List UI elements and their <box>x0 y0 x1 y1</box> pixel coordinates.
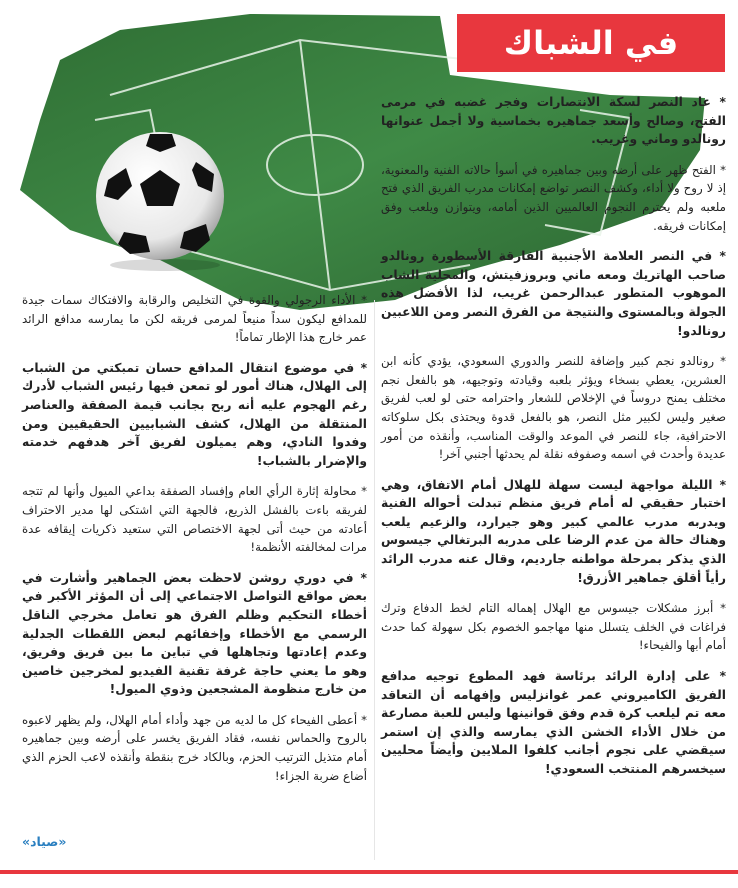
paragraph: * أبرز مشكلات جيسوس مع الهلال إهماله التام لخط الدفاع وترك فراغات في الخلف يتسلل منها مهاجمو الخصوم بكل سهولة كما حدث أمام أبها والفيحاء! <box>381 601 726 653</box>
paragraph: * في النصر العلامة الأجنبية الفارقة الأسطورة رونالدو صاحب الهاتريك ومعه ماني وبروزفيتش، والمحلية الشاب الموهوب المتطور عبدالرحمن غريب، لذا الأفضل هذه الجولة وبالمستوى والنتيجة من الفرق النصر ومن اللاعبين رونالدو! <box>381 249 726 338</box>
left-column <box>22 291 367 797</box>
paragraph: * رونالدو نجم كبير وإضافة للنصر والدوري السعودي، يؤدي كأنه ابن العشرين، يعطي بسخاء ويؤثر بلعبه وقيادته وتوجيهه، هو بالفعل نجم مختلف يمنح دروساً في الإخلاص للشعار واحترامه حتى لو لعب لفريق صغير وليس لكبير مثل النصر، هو بالفعل قدوة ويحتذى بكل سلوكاته الاحترافية، جاء للنصر في الموعد والوقت المناسب، وأنقذه من أمور عديدة وأحدث في اسمه وصفوفه نقلة لم يحدثها أجنبي آخر! <box>381 354 726 462</box>
author-signature: «صياد» <box>22 834 67 849</box>
paragraph: * في دوري روشن لاحظت بعض الجماهير وأشارت في بعض مواقع التواصل الاجتماعي إلى أن المؤثر الأكبر في أخطاء التحكيم وظلم الفرق هو تعامل مخرجي الناقل الرسمي مع الأخطاء وإخفائهم لبعض اللقطات الجدلية وعدم إعادتها وتجاهلها في تباين ما بين فريق وفريق، وهو ما يعني حاجة غرفة تقنية الفيديو لمخرجين خاصين من خارج منظومة المشجعين وذوي الميول! <box>22 570 367 697</box>
paragraph: * أعطى الفيحاء كل ما لديه من جهد وأداء أمام الهلال، ولم يظهر لاعبوه بالروح والحماس نفسه، فقاد الفريق يخسر على أرضه وبين جماهيره أمام متذيل الترتيب الحزم، وبالكاد خرج بنقطة وأنقذه لاعب الحزم الذي أضاع ضربة الجزاء! <box>22 712 367 783</box>
page-title: في الشباك <box>457 14 725 72</box>
paragraph: * الفتح ظهر على أرضه وبين جماهيره في أسوأ حالاته الفنية والمعنوية، إذ لا روح ولا أداء، وكشف النصر تواضع إمكانات مدرب الفريق الذي فتح ملعبه ولم يحترم النجوم العالميين الذين أمامه، ويتوازن ويلعب وفق إمكانات فريقه. <box>381 162 726 233</box>
paragraph: * في موضوع انتقال المدافع حسان تمبكتي من الشباب إلى الهلال، هناك أمور لو تمعن فيها رئيس الشباب لأدرك رغم الهجوم عليه أنه ربح بجانب قيمة الصفقة والعناصر المنتقلة من الهلال، كشف الشبابيين الحقيقيين ومن وفدوا النادي، وهم يميلون لفريق آخر هدفهم خدمته والإضرار بالشباب! <box>22 360 367 468</box>
paragraph: * على إدارة الرائد برئاسة فهد المطوع توجيه مدافع الفريق الكاميروني عمر غوانزليس وإفهامه أن التعاقد معه تم ليلعب كرة قدم وفق قوانينها وليس للعبة مصارعة من خلال الأداء الخشن الذي يمارسه والذي إن استمر سيقضي على نجوم أجانب كلفوا الملايين وأيضاً محليين سيخسرهم المنتخب السعودي! <box>381 669 726 776</box>
bottom-rule <box>0 870 738 874</box>
right-column <box>381 93 726 791</box>
paragraph: * عاد النصر لسكة الانتصارات وفجر غضبه في مرمى الفتح، وصالح وأسعد جماهيره بخماسية ولا أجمل عنوانها رونالدو وماني وغريب. <box>381 95 726 147</box>
column-divider <box>374 300 375 860</box>
paragraph: * محاولة إثارة الرأي العام وإفساد الصفقة بداعي الميول وأنها لم تتجه لفريقه باءت بالفشل الذريع، فالجهة التي اشتكى لها مدير الاحتراف أعادته من حيث أتى لجهة الاختصاص التي ستعيد ذكريات إيقافه عدة مرات لمخالفته الأنظمة! <box>22 484 367 555</box>
paragraph: * الأداء الرجولي والقوة في التخليص والرقابة والافتكاك سمات جيدة للمدافع ليكون سداً منيعاً لمرمى فريقه لكن ما يمارسه مدافع الرائد عمر خارج هذا الإطار تماماً! <box>22 293 367 345</box>
paragraph: * الليلة مواجهة ليست سهلة للهلال أمام الاتفاق، وهي اختبار حقيقي له أمام فريق منظم تبدلت أحواله الفنية ويدربه مدرب عالمي كبير وهو جيرارد، والزعيم يلعب وهناك حالة من عدم الرضا على مدربه البرتغالي جيسوس الذي يذكر بمرحلة مواطنه جارديم، وقال عنه مدرب الرائد رأياً أقلق جماهير الأزرق! <box>381 477 726 585</box>
